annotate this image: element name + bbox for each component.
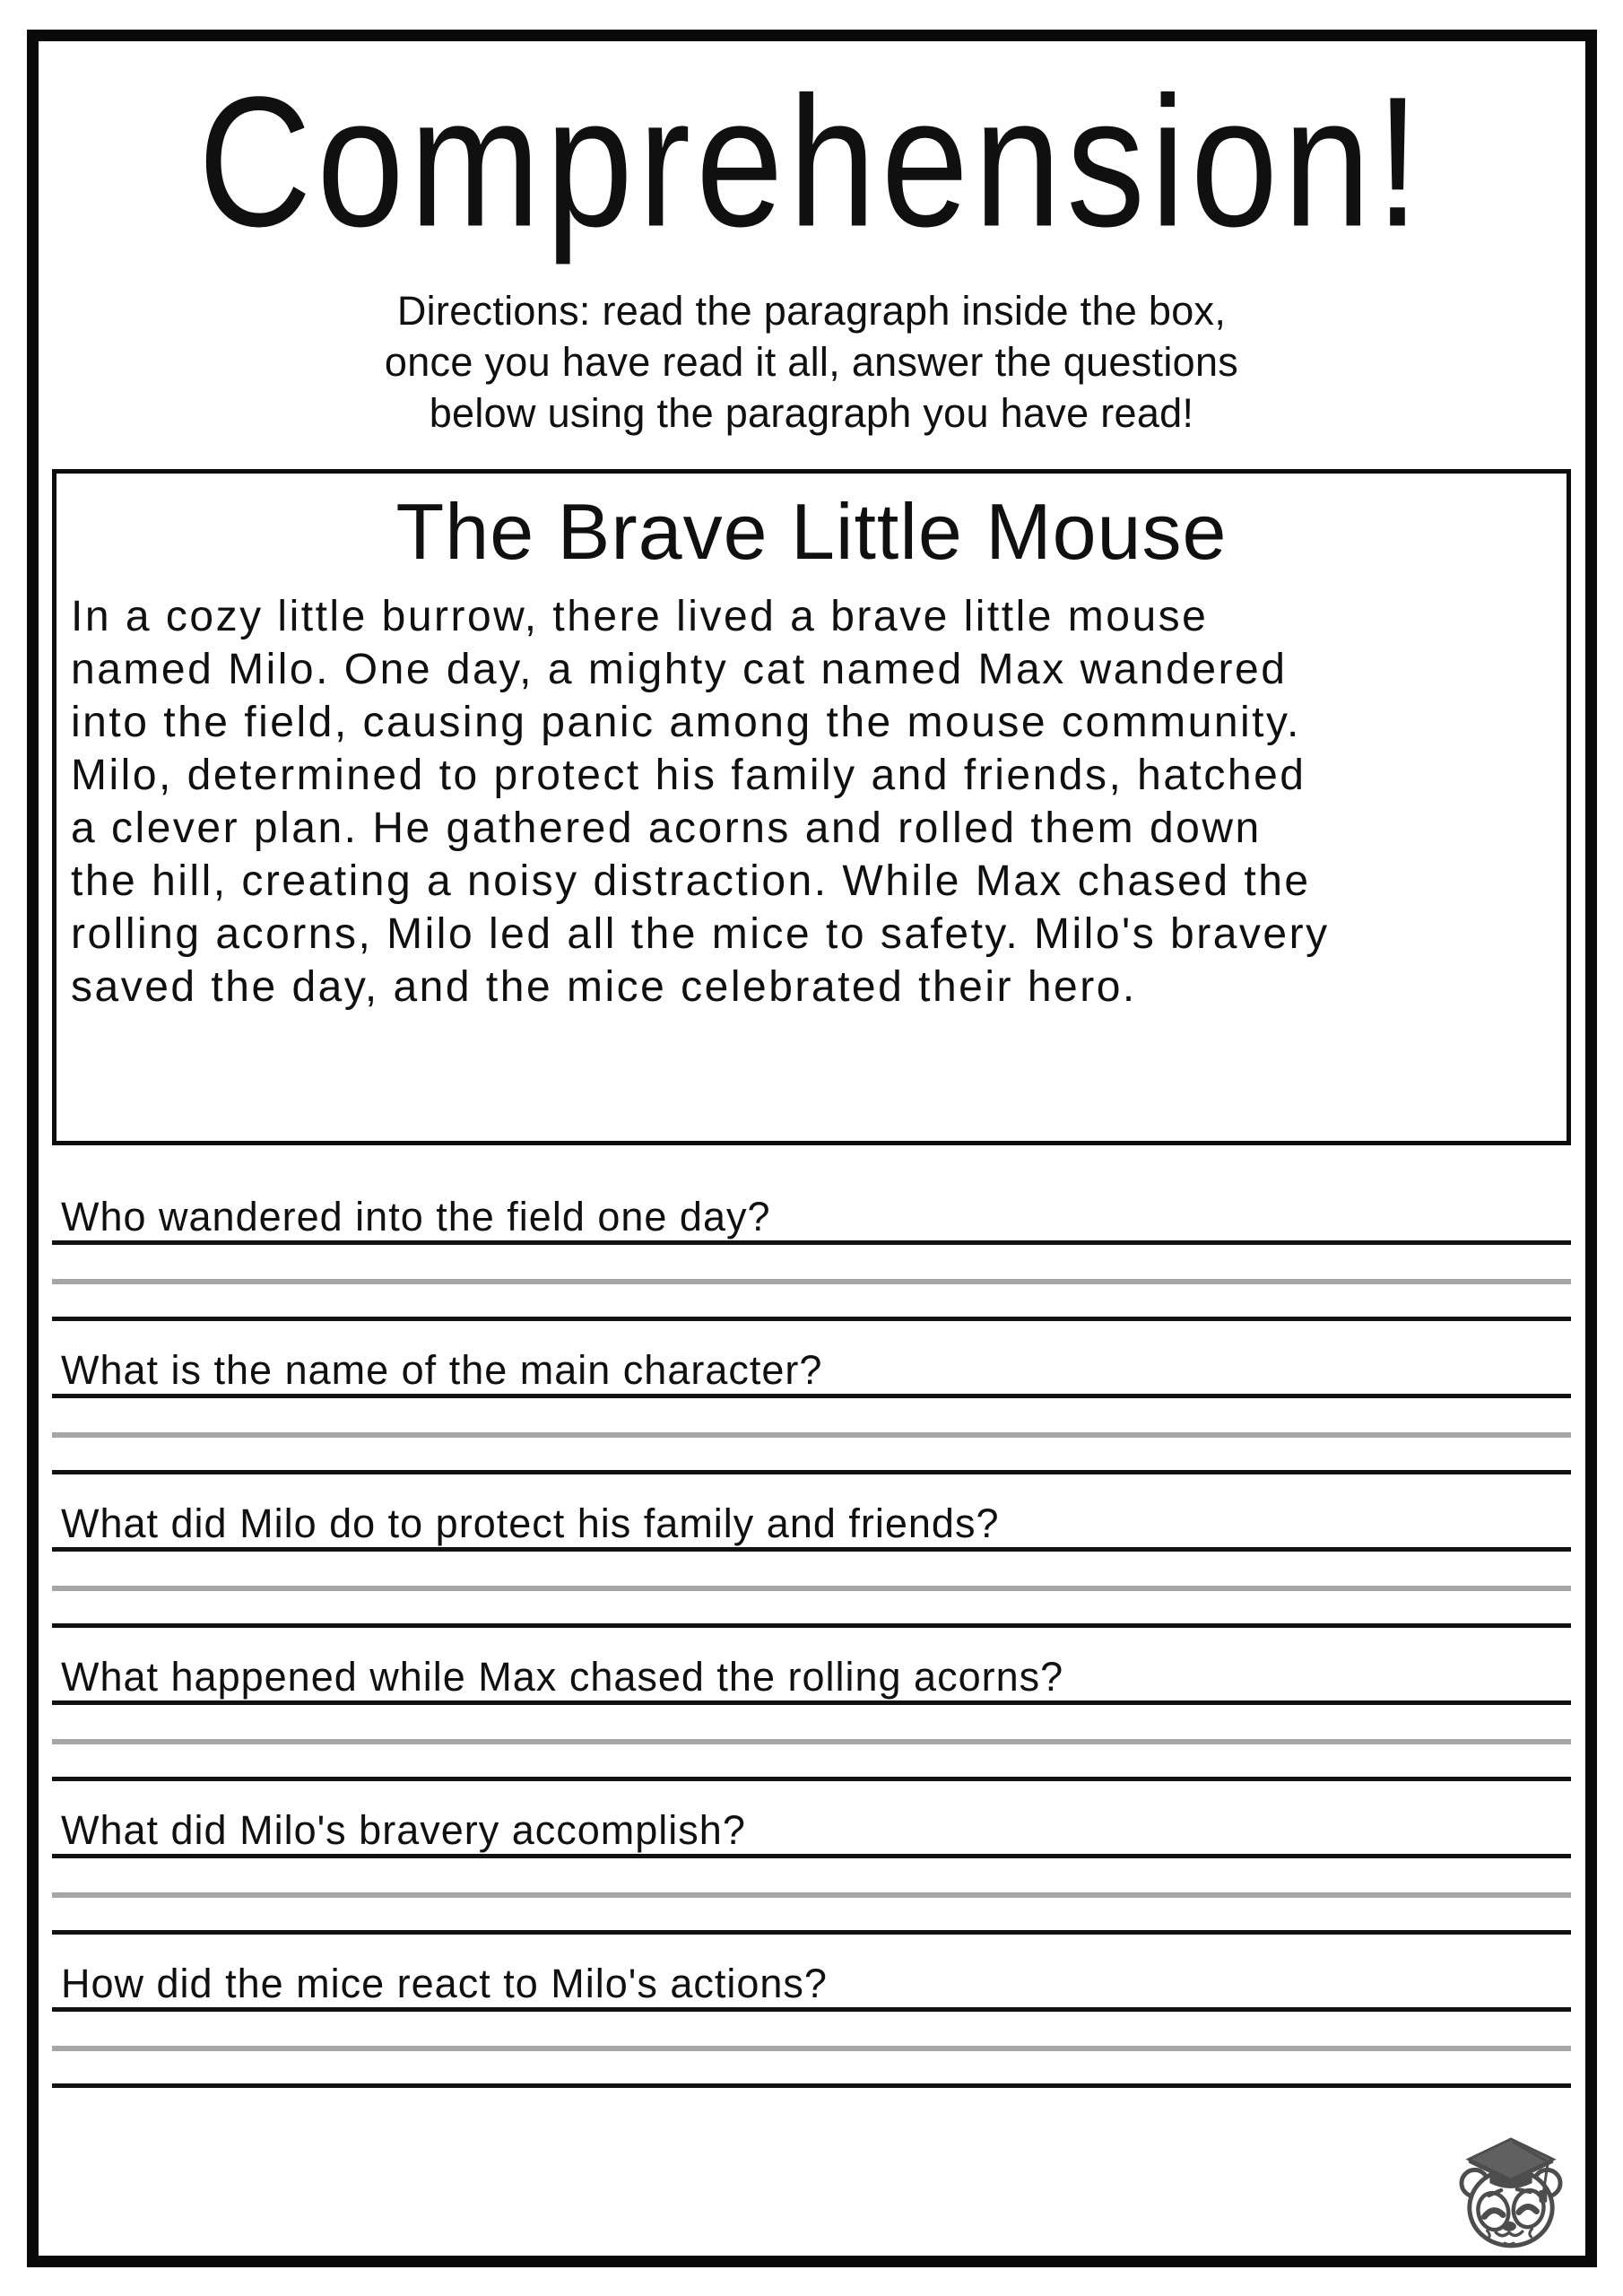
story-paragraph-line: rolling acorns, Milo led all the mice to safety. Milo's bravery bbox=[71, 910, 1330, 958]
question-text: Who wandered into the field one day? bbox=[61, 1194, 771, 1239]
question-block-5 bbox=[52, 1802, 1571, 1938]
question-text: How did the mice react to Milo's actions? bbox=[61, 1961, 828, 2006]
question-underline bbox=[52, 1547, 1571, 1552]
directions-line: once you have read it all, answer the questions bbox=[384, 339, 1239, 385]
answer-line[interactable] bbox=[52, 1892, 1571, 1898]
question-block-4 bbox=[52, 1648, 1571, 1785]
question-block-1 bbox=[52, 1188, 1571, 1325]
story-paragraph bbox=[71, 590, 1556, 1013]
page-title: Comprehension! bbox=[197, 59, 1426, 266]
question-underline bbox=[52, 1394, 1571, 1398]
question-block-2 bbox=[52, 1342, 1571, 1478]
directions-text bbox=[0, 285, 1623, 439]
story-paragraph-line: Milo, determined to protect his family and friends, hatched bbox=[71, 752, 1306, 799]
story-paragraph-line: In a cozy little burrow, there lived a brave little mouse bbox=[71, 593, 1209, 640]
directions-line: below using the paragraph you have read! bbox=[429, 390, 1194, 436]
question-block-6 bbox=[52, 1955, 1571, 2092]
answer-line[interactable] bbox=[52, 1777, 1571, 1781]
answer-line[interactable] bbox=[52, 1432, 1571, 1438]
story-paragraph-line: a clever plan. He gathered acorns and rolled them down bbox=[71, 804, 1262, 852]
answer-line[interactable] bbox=[52, 1470, 1571, 1474]
answer-line[interactable] bbox=[52, 1317, 1571, 1321]
question-underline bbox=[52, 1240, 1571, 1245]
story-paragraph-line: into the field, causing panic among the mouse community. bbox=[71, 699, 1301, 746]
answer-line[interactable] bbox=[52, 2046, 1571, 2051]
answer-line[interactable] bbox=[52, 1586, 1571, 1591]
question-text: What did Milo's bravery accomplish? bbox=[61, 1807, 746, 1853]
answer-line[interactable] bbox=[52, 1279, 1571, 1284]
story-paragraph-line: named Milo. One day, a mighty cat named Max wandered bbox=[71, 646, 1288, 693]
directions-line: Directions: read the paragraph inside the box, bbox=[396, 288, 1227, 334]
story-paragraph-line: the hill, creating a noisy distraction. While Max chased the bbox=[71, 857, 1311, 905]
question-text: What did Milo do to protect his family and friends? bbox=[61, 1500, 1000, 1546]
question-underline bbox=[52, 1854, 1571, 1858]
answer-line[interactable] bbox=[52, 1623, 1571, 1628]
question-text: What is the name of the main character? bbox=[61, 1347, 823, 1393]
question-underline bbox=[52, 1700, 1571, 1705]
question-underline bbox=[52, 2007, 1571, 2012]
question-text: What happened while Max chased the rolling acorns? bbox=[61, 1654, 1064, 1700]
answer-line[interactable] bbox=[52, 1930, 1571, 1935]
story-paragraph-line: saved the day, and the mice celebrated their hero. bbox=[71, 963, 1137, 1011]
story-box bbox=[52, 469, 1571, 1145]
question-block-3 bbox=[52, 1495, 1571, 1631]
answer-line[interactable] bbox=[52, 1739, 1571, 1744]
answer-line[interactable] bbox=[52, 2083, 1571, 2088]
story-title: The Brave Little Mouse bbox=[395, 487, 1228, 576]
panda-graduate-logo bbox=[1458, 2131, 1564, 2249]
